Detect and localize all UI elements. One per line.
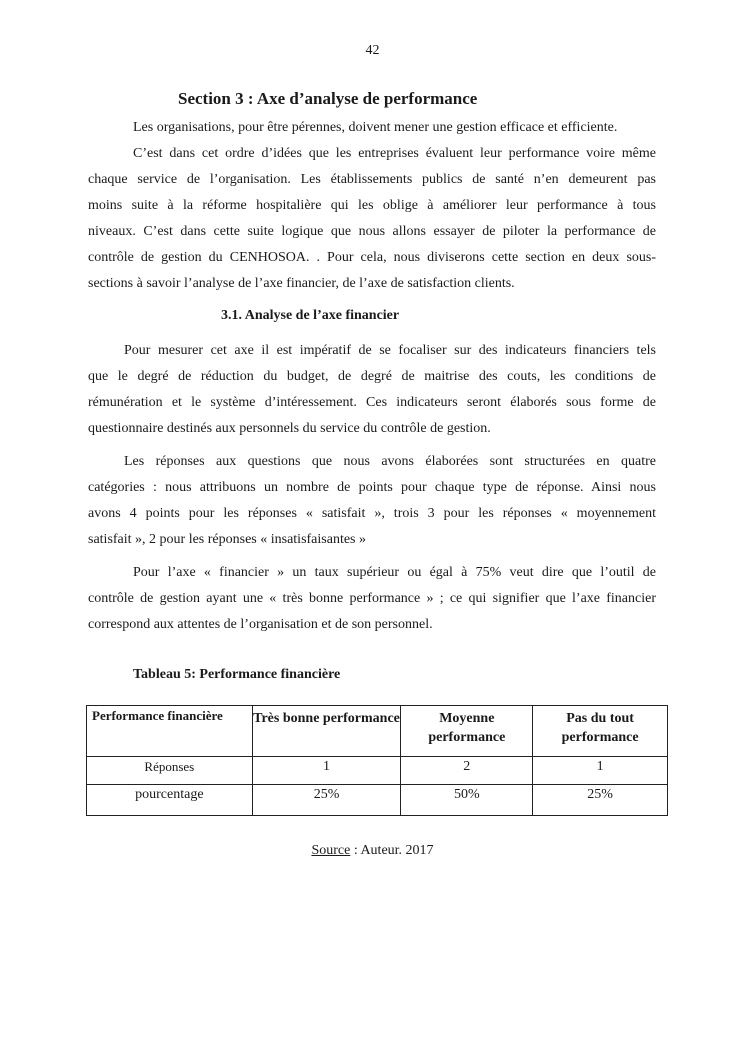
table-header-cell: Performance financière <box>87 706 253 757</box>
paragraph-line: Les organisations, pour être pérennes, doivent mener une gestion efficace et efficiente. <box>133 120 618 135</box>
paragraph-line: Les réponses aux questions que nous avons élaborées sont structurées en quatre <box>124 454 656 469</box>
paragraph-line: C’est dans cet ordre d’idées que les entreprises évaluent leur performance voire même <box>133 146 656 161</box>
paragraph-line: que le degré de réduction du budget, de degré de maitrise des couts, les conditions de <box>88 369 656 384</box>
paragraph-line: Pour mesurer cet axe il est impératif de se focaliser sur des indicateurs financiers tels <box>124 343 656 358</box>
table-cell: 1 <box>252 757 401 785</box>
table-header-row <box>87 706 668 757</box>
table-cell: 25% <box>533 785 668 816</box>
paragraph-line: avons 4 points pour les réponses « satisfait », trois 3 pour les réponses « moyennement <box>88 506 656 521</box>
table-header-cell: Très bonne performance <box>252 706 401 757</box>
source-label: Source <box>311 843 351 858</box>
table-header-cell: Moyenne performance <box>401 706 533 757</box>
paragraph-line: contrôle de gestion ayant une « très bonne performance » ; ce qui signifier que l’axe financier <box>88 591 656 606</box>
table-row <box>87 757 668 785</box>
table-cell: 1 <box>533 757 668 785</box>
table-cell: 50% <box>401 785 533 816</box>
paragraph-line: moins suite à la réforme hospitalière qui les oblige à améliorer leur performance à tous <box>88 198 656 213</box>
table-cell: Réponses <box>87 757 253 785</box>
paragraph-line: contrôle de gestion du CENHOSOA. . Pour cela, nous diviserons cette section en deux sous- <box>88 250 656 265</box>
paragraph-line: chaque service de l’organisation. Les établissements publics de santé n’en demeurent pas <box>88 172 656 187</box>
table-cell: 2 <box>401 757 533 785</box>
table-header-cell: Pas du tout performance <box>533 706 668 757</box>
source-text: : Auteur. 2017 <box>350 843 434 858</box>
table-cell: pourcentage <box>87 785 253 816</box>
paragraph-line: questionnaire destinés aux personnels du service du contrôle de gestion. <box>88 421 491 436</box>
paragraph-line: catégories : nous attribuons un nombre de points pour chaque type de réponse. Ainsi nous <box>88 480 656 495</box>
paragraph-line: niveaux. C’est dans cette suite logique que nous allons essayer de piloter la performance de <box>88 224 656 239</box>
paragraph-line: sections à savoir l’analyse de l’axe financier, de l’axe de satisfaction clients. <box>88 276 515 291</box>
paragraph-line: satisfait », 2 pour les réponses « insatisfaisantes » <box>88 532 367 547</box>
performance-table <box>86 705 668 816</box>
source-note <box>0 843 745 859</box>
section-title: Section 3 : Axe d’analyse de performance <box>178 89 478 108</box>
table-cell: 25% <box>252 785 401 816</box>
table-caption: Tableau 5: Performance financière <box>133 667 341 682</box>
table-row <box>87 785 668 816</box>
paragraph-line: Pour l’axe « financier » un taux supérieur ou égal à 75% veut dire que l’outil de <box>133 565 656 580</box>
paragraph-line: correspond aux attentes de l’organisation et de son personnel. <box>88 617 433 632</box>
paragraph-line: rémunération et le système d’intéressement. Ces indicateurs seront élaborés sous forme de <box>88 395 656 410</box>
subsection-title: 3.1. Analyse de l’axe financier <box>221 308 400 323</box>
page-number: 42 <box>365 43 380 58</box>
